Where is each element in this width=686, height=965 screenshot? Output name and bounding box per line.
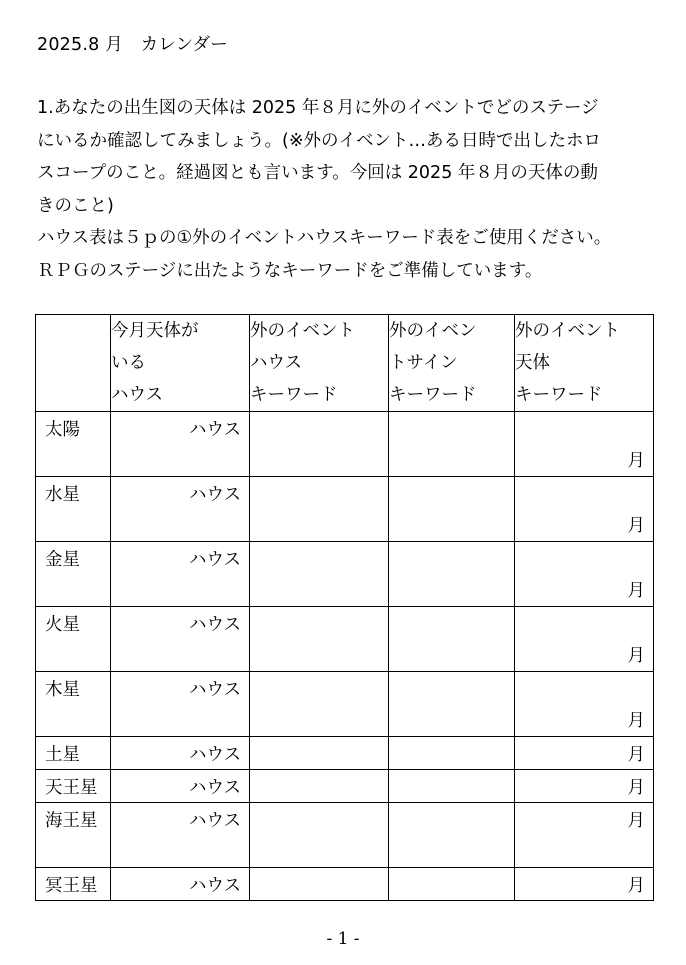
event-planet-keyword-cell[interactable]: 月	[515, 542, 654, 607]
event-sign-keyword-cell[interactable]	[389, 542, 515, 607]
header-line: トサイン	[389, 353, 458, 373]
header-event-house-col	[250, 315, 389, 412]
planet-name: 海王星	[36, 803, 111, 868]
planet-name: 太陽	[36, 412, 111, 477]
event-planet-keyword-cell[interactable]: 月	[515, 672, 654, 737]
event-sign-keyword-cell[interactable]	[389, 868, 515, 901]
event-house-keyword-cell[interactable]	[250, 737, 389, 770]
header-event-planet-col	[515, 315, 654, 412]
event-house-keyword-cell[interactable]	[250, 672, 389, 737]
header-line: キーワード	[389, 385, 477, 405]
header-line: 外のイベント	[515, 321, 620, 341]
header-line: ハウス	[250, 353, 302, 373]
intro-line: きのこと)	[37, 195, 114, 216]
event-house-keyword-cell[interactable]	[250, 868, 389, 901]
page-title: 2025.8 月 カレンダー	[37, 35, 228, 55]
planet-name: 土星	[36, 737, 111, 770]
planet-keyword-table	[35, 314, 654, 901]
table-row	[36, 542, 654, 607]
house-cell[interactable]: ハウス	[111, 542, 250, 607]
house-cell[interactable]: ハウス	[111, 803, 250, 868]
table-row	[36, 672, 654, 737]
planet-name: 冥王星	[36, 868, 111, 901]
planet-name: 天王星	[36, 770, 111, 803]
event-house-keyword-cell[interactable]	[250, 770, 389, 803]
page-number: - 1 -	[326, 929, 360, 949]
house-cell[interactable]: ハウス	[111, 770, 250, 803]
table-row	[36, 477, 654, 542]
event-planet-keyword-cell[interactable]: 月	[515, 412, 654, 477]
header-blank-cell	[36, 315, 111, 412]
event-house-keyword-cell[interactable]	[250, 803, 389, 868]
header-line: 外のイベン	[389, 321, 477, 341]
event-sign-keyword-cell[interactable]	[389, 803, 515, 868]
planet-name: 水星	[36, 477, 111, 542]
event-sign-keyword-cell[interactable]	[389, 770, 515, 803]
event-planet-keyword-cell[interactable]: 月	[515, 868, 654, 901]
event-house-keyword-cell[interactable]	[250, 412, 389, 477]
table-header-row	[36, 315, 654, 412]
event-house-keyword-cell[interactable]	[250, 542, 389, 607]
planet-name: 木星	[36, 672, 111, 737]
house-cell[interactable]: ハウス	[111, 737, 250, 770]
table-row	[36, 607, 654, 672]
event-sign-keyword-cell[interactable]	[389, 737, 515, 770]
header-line: キーワード	[250, 385, 338, 405]
table-row	[36, 737, 654, 770]
header-line: 外のイベント	[250, 321, 355, 341]
house-cell[interactable]: ハウス	[111, 477, 250, 542]
table-row	[36, 770, 654, 803]
event-sign-keyword-cell[interactable]	[389, 477, 515, 542]
event-sign-keyword-cell[interactable]	[389, 607, 515, 672]
house-cell[interactable]: ハウス	[111, 607, 250, 672]
header-house-col	[111, 315, 250, 412]
house-cell[interactable]: ハウス	[111, 868, 250, 901]
table-row	[36, 803, 654, 868]
event-planet-keyword-cell[interactable]: 月	[515, 770, 654, 803]
intro-line: スコープのこと。経過図とも言います。今回は 2025 年８月の天体の動	[37, 163, 598, 183]
event-planet-keyword-cell[interactable]: 月	[515, 737, 654, 770]
event-planet-keyword-cell[interactable]: 月	[515, 803, 654, 868]
planet-name: 金星	[36, 542, 111, 607]
event-planet-keyword-cell[interactable]: 月	[515, 607, 654, 672]
intro-line: ＲＰＧのステージに出たようなキーワードをご準備しています。	[37, 260, 543, 281]
header-line: ハウス	[111, 385, 163, 405]
header-line: いる	[111, 353, 146, 373]
event-planet-keyword-cell[interactable]: 月	[515, 477, 654, 542]
intro-line: ハウス表は５ｐの①外のイベントハウスキーワード表をご使用ください。	[37, 228, 612, 248]
table-row	[36, 868, 654, 901]
intro-paragraph	[37, 92, 657, 287]
header-event-sign-col	[389, 315, 515, 412]
header-line: 今月天体が	[111, 321, 199, 341]
intro-line: 1.あなたの出生図の天体は 2025 年８月に外のイベントでどのステージ	[37, 98, 599, 118]
event-sign-keyword-cell[interactable]	[389, 412, 515, 477]
event-house-keyword-cell[interactable]	[250, 607, 389, 672]
planet-name: 火星	[36, 607, 111, 672]
event-sign-keyword-cell[interactable]	[389, 672, 515, 737]
house-cell[interactable]: ハウス	[111, 672, 250, 737]
house-cell[interactable]: ハウス	[111, 412, 250, 477]
header-line: 天体	[515, 353, 550, 373]
header-line: キーワード	[515, 385, 603, 405]
intro-line: にいるか確認してみましょう。(※外のイベント…ある日時で出したホロ	[37, 130, 601, 151]
event-house-keyword-cell[interactable]	[250, 477, 389, 542]
table-row	[36, 412, 654, 477]
